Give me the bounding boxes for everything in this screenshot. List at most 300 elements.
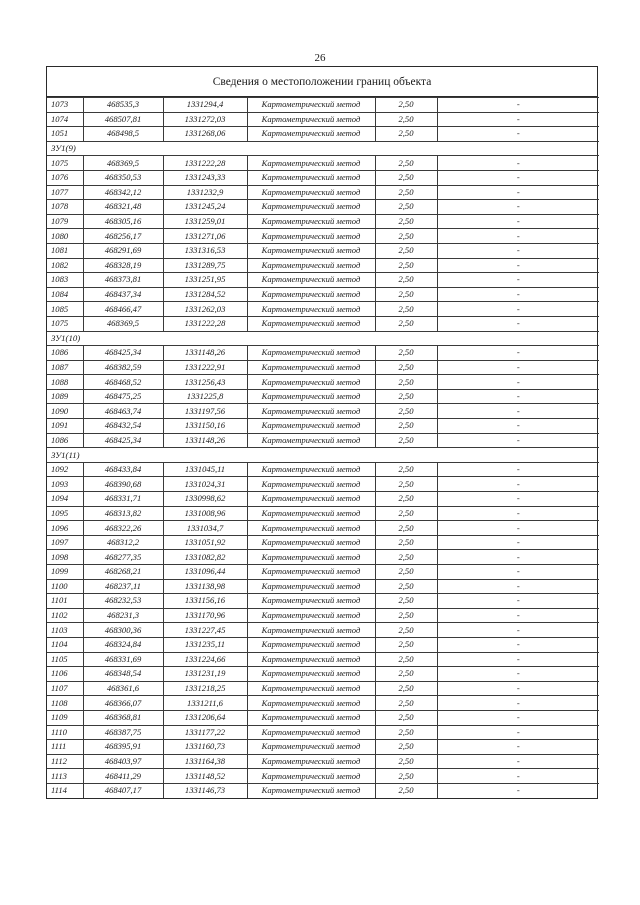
x-coordinate-cell: 468232,53 bbox=[83, 594, 163, 609]
point-number-cell: 1103 bbox=[47, 623, 83, 638]
point-number-cell: 1075 bbox=[47, 156, 83, 171]
point-number-cell: 1092 bbox=[47, 462, 83, 477]
point-number-cell: 1111 bbox=[47, 740, 83, 755]
method-cell: Картометрический метод bbox=[247, 492, 375, 507]
accuracy-cell: 2,50 bbox=[375, 287, 437, 302]
table-row bbox=[47, 200, 599, 215]
point-number-cell: 1076 bbox=[47, 170, 83, 185]
y-coordinate-cell: 1331211,6 bbox=[163, 696, 247, 711]
description-cell: - bbox=[437, 550, 599, 565]
method-cell: Картометрический метод bbox=[247, 696, 375, 711]
method-cell: Картометрический метод bbox=[247, 156, 375, 171]
table-row bbox=[47, 243, 599, 258]
description-cell: - bbox=[437, 579, 599, 594]
point-number-cell: 1080 bbox=[47, 229, 83, 244]
point-number-cell: 1077 bbox=[47, 185, 83, 200]
accuracy-cell: 2,50 bbox=[375, 433, 437, 448]
method-cell: Картометрический метод bbox=[247, 594, 375, 609]
description-cell: - bbox=[437, 156, 599, 171]
method-cell: Картометрический метод bbox=[247, 579, 375, 594]
point-number-cell: 1087 bbox=[47, 360, 83, 375]
method-cell: Картометрический метод bbox=[247, 214, 375, 229]
table-row bbox=[47, 550, 599, 565]
y-coordinate-cell: 1331259,01 bbox=[163, 214, 247, 229]
point-number-cell: 1114 bbox=[47, 783, 83, 797]
description-cell: - bbox=[437, 521, 599, 536]
table-row bbox=[47, 754, 599, 769]
point-number-cell: 1107 bbox=[47, 681, 83, 696]
method-cell: Картометрический метод bbox=[247, 346, 375, 361]
method-cell: Картометрический метод bbox=[247, 302, 375, 317]
method-cell: Картометрический метод bbox=[247, 667, 375, 682]
table-row bbox=[47, 492, 599, 507]
table-title: Сведения о местоположении границ объекта bbox=[47, 67, 597, 97]
x-coordinate-cell: 468231,3 bbox=[83, 608, 163, 623]
x-coordinate-cell: 468328,19 bbox=[83, 258, 163, 273]
method-cell: Картометрический метод bbox=[247, 273, 375, 288]
coordinates-table bbox=[47, 97, 599, 798]
coordinates-table-body bbox=[47, 98, 599, 798]
point-number-cell: 1089 bbox=[47, 389, 83, 404]
y-coordinate-cell: 1331148,52 bbox=[163, 769, 247, 784]
y-coordinate-cell: 1331222,91 bbox=[163, 360, 247, 375]
section-header-row bbox=[47, 448, 599, 463]
point-number-cell: 1088 bbox=[47, 375, 83, 390]
x-coordinate-cell: 468437,34 bbox=[83, 287, 163, 302]
table-row bbox=[47, 623, 599, 638]
method-cell: Картометрический метод bbox=[247, 287, 375, 302]
x-coordinate-cell: 468305,16 bbox=[83, 214, 163, 229]
point-number-cell: 1108 bbox=[47, 696, 83, 711]
x-coordinate-cell: 468366,07 bbox=[83, 696, 163, 711]
y-coordinate-cell: 1331170,96 bbox=[163, 608, 247, 623]
description-cell: - bbox=[437, 725, 599, 740]
y-coordinate-cell: 1331294,4 bbox=[163, 98, 247, 113]
method-cell: Картометрический метод bbox=[247, 506, 375, 521]
accuracy-cell: 2,50 bbox=[375, 710, 437, 725]
y-coordinate-cell: 1331256,43 bbox=[163, 375, 247, 390]
accuracy-cell: 2,50 bbox=[375, 565, 437, 580]
method-cell: Картометрический метод bbox=[247, 229, 375, 244]
accuracy-cell: 2,50 bbox=[375, 316, 437, 331]
accuracy-cell: 2,50 bbox=[375, 375, 437, 390]
y-coordinate-cell: 1331284,52 bbox=[163, 287, 247, 302]
description-cell: - bbox=[437, 404, 599, 419]
x-coordinate-cell: 468291,69 bbox=[83, 243, 163, 258]
method-cell: Картометрический метод bbox=[247, 389, 375, 404]
x-coordinate-cell: 468498,5 bbox=[83, 127, 163, 142]
point-number-cell: 1100 bbox=[47, 579, 83, 594]
accuracy-cell: 2,50 bbox=[375, 769, 437, 784]
x-coordinate-cell: 468535,3 bbox=[83, 98, 163, 113]
description-cell: - bbox=[437, 185, 599, 200]
description-cell: - bbox=[437, 637, 599, 652]
y-coordinate-cell: 1331146,73 bbox=[163, 783, 247, 797]
description-cell: - bbox=[437, 696, 599, 711]
accuracy-cell: 2,50 bbox=[375, 404, 437, 419]
table-row bbox=[47, 521, 599, 536]
point-number-cell: 1109 bbox=[47, 710, 83, 725]
y-coordinate-cell: 1331245,24 bbox=[163, 200, 247, 215]
point-number-cell: 1097 bbox=[47, 535, 83, 550]
y-coordinate-cell: 1331231,19 bbox=[163, 667, 247, 682]
description-cell: - bbox=[437, 375, 599, 390]
accuracy-cell: 2,50 bbox=[375, 594, 437, 609]
x-coordinate-cell: 468256,17 bbox=[83, 229, 163, 244]
description-cell: - bbox=[437, 506, 599, 521]
y-coordinate-cell: 1331206,64 bbox=[163, 710, 247, 725]
table-row bbox=[47, 565, 599, 580]
method-cell: Картометрический метод bbox=[247, 477, 375, 492]
method-cell: Картометрический метод bbox=[247, 462, 375, 477]
description-cell: - bbox=[437, 652, 599, 667]
y-coordinate-cell: 1331045,11 bbox=[163, 462, 247, 477]
x-coordinate-cell: 468382,59 bbox=[83, 360, 163, 375]
y-coordinate-cell: 1331051,92 bbox=[163, 535, 247, 550]
accuracy-cell: 2,50 bbox=[375, 740, 437, 755]
y-coordinate-cell: 1331160,73 bbox=[163, 740, 247, 755]
x-coordinate-cell: 468468,52 bbox=[83, 375, 163, 390]
y-coordinate-cell: 1331232,9 bbox=[163, 185, 247, 200]
method-cell: Картометрический метод bbox=[247, 521, 375, 536]
method-cell: Картометрический метод bbox=[247, 652, 375, 667]
method-cell: Картометрический метод bbox=[247, 360, 375, 375]
x-coordinate-cell: 468373,81 bbox=[83, 273, 163, 288]
y-coordinate-cell: 1331262,03 bbox=[163, 302, 247, 317]
point-number-cell: 1096 bbox=[47, 521, 83, 536]
description-cell: - bbox=[437, 273, 599, 288]
point-number-cell: 1102 bbox=[47, 608, 83, 623]
x-coordinate-cell: 468350,53 bbox=[83, 170, 163, 185]
accuracy-cell: 2,50 bbox=[375, 156, 437, 171]
x-coordinate-cell: 468313,82 bbox=[83, 506, 163, 521]
description-cell: - bbox=[437, 754, 599, 769]
section-label: ЗУ1(10) bbox=[47, 331, 599, 346]
x-coordinate-cell: 468300,36 bbox=[83, 623, 163, 638]
table-row bbox=[47, 740, 599, 755]
y-coordinate-cell: 1331227,45 bbox=[163, 623, 247, 638]
point-number-cell: 1079 bbox=[47, 214, 83, 229]
x-coordinate-cell: 468475,25 bbox=[83, 389, 163, 404]
point-number-cell: 1098 bbox=[47, 550, 83, 565]
y-coordinate-cell: 1331225,8 bbox=[163, 389, 247, 404]
table-row bbox=[47, 156, 599, 171]
method-cell: Картометрический метод bbox=[247, 535, 375, 550]
table-row bbox=[47, 535, 599, 550]
method-cell: Картометрический метод bbox=[247, 112, 375, 127]
method-cell: Картометрический метод bbox=[247, 710, 375, 725]
y-coordinate-cell: 1331268,06 bbox=[163, 127, 247, 142]
description-cell: - bbox=[437, 112, 599, 127]
method-cell: Картометрический метод bbox=[247, 258, 375, 273]
y-coordinate-cell: 1330998,62 bbox=[163, 492, 247, 507]
accuracy-cell: 2,50 bbox=[375, 521, 437, 536]
method-cell: Картометрический метод bbox=[247, 550, 375, 565]
description-cell: - bbox=[437, 535, 599, 550]
method-cell: Картометрический метод bbox=[247, 681, 375, 696]
accuracy-cell: 2,50 bbox=[375, 170, 437, 185]
method-cell: Картометрический метод bbox=[247, 769, 375, 784]
method-cell: Картометрический метод bbox=[247, 565, 375, 580]
point-number-cell: 1086 bbox=[47, 346, 83, 361]
table-row bbox=[47, 506, 599, 521]
table-row bbox=[47, 433, 599, 448]
x-coordinate-cell: 468387,75 bbox=[83, 725, 163, 740]
y-coordinate-cell: 1331150,16 bbox=[163, 419, 247, 434]
y-coordinate-cell: 1331177,22 bbox=[163, 725, 247, 740]
description-cell: - bbox=[437, 229, 599, 244]
accuracy-cell: 2,50 bbox=[375, 229, 437, 244]
point-number-cell: 1093 bbox=[47, 477, 83, 492]
x-coordinate-cell: 468321,48 bbox=[83, 200, 163, 215]
y-coordinate-cell: 1331222,28 bbox=[163, 156, 247, 171]
accuracy-cell: 2,50 bbox=[375, 200, 437, 215]
section-label: ЗУ1(9) bbox=[47, 141, 599, 156]
point-number-cell: 1082 bbox=[47, 258, 83, 273]
accuracy-cell: 2,50 bbox=[375, 389, 437, 404]
y-coordinate-cell: 1331224,66 bbox=[163, 652, 247, 667]
accuracy-cell: 2,50 bbox=[375, 506, 437, 521]
description-cell: - bbox=[437, 740, 599, 755]
point-number-cell: 1051 bbox=[47, 127, 83, 142]
y-coordinate-cell: 1331164,38 bbox=[163, 754, 247, 769]
point-number-cell: 1104 bbox=[47, 637, 83, 652]
description-cell: - bbox=[437, 492, 599, 507]
description-cell: - bbox=[437, 389, 599, 404]
accuracy-cell: 2,50 bbox=[375, 550, 437, 565]
y-coordinate-cell: 1331272,03 bbox=[163, 112, 247, 127]
accuracy-cell: 2,50 bbox=[375, 302, 437, 317]
method-cell: Картометрический метод bbox=[247, 637, 375, 652]
x-coordinate-cell: 468268,21 bbox=[83, 565, 163, 580]
point-number-cell: 1094 bbox=[47, 492, 83, 507]
x-coordinate-cell: 468425,34 bbox=[83, 346, 163, 361]
method-cell: Картометрический метод bbox=[247, 375, 375, 390]
table-row bbox=[47, 710, 599, 725]
section-label: ЗУ1(11) bbox=[47, 448, 599, 463]
point-number-cell: 1073 bbox=[47, 98, 83, 113]
point-number-cell: 1074 bbox=[47, 112, 83, 127]
accuracy-cell: 2,50 bbox=[375, 258, 437, 273]
point-number-cell: 1099 bbox=[47, 565, 83, 580]
point-number-cell: 1078 bbox=[47, 200, 83, 215]
description-cell: - bbox=[437, 302, 599, 317]
point-number-cell: 1112 bbox=[47, 754, 83, 769]
point-number-cell: 1081 bbox=[47, 243, 83, 258]
description-cell: - bbox=[437, 258, 599, 273]
method-cell: Картометрический метод bbox=[247, 185, 375, 200]
x-coordinate-cell: 468324,84 bbox=[83, 637, 163, 652]
table-row bbox=[47, 302, 599, 317]
point-number-cell: 1075 bbox=[47, 316, 83, 331]
description-cell: - bbox=[437, 287, 599, 302]
table-row bbox=[47, 594, 599, 609]
x-coordinate-cell: 468507,81 bbox=[83, 112, 163, 127]
method-cell: Картометрический метод bbox=[247, 725, 375, 740]
accuracy-cell: 2,50 bbox=[375, 273, 437, 288]
x-coordinate-cell: 468369,5 bbox=[83, 316, 163, 331]
table-row bbox=[47, 652, 599, 667]
accuracy-cell: 2,50 bbox=[375, 637, 437, 652]
table-row bbox=[47, 725, 599, 740]
y-coordinate-cell: 1331197,56 bbox=[163, 404, 247, 419]
accuracy-cell: 2,50 bbox=[375, 127, 437, 142]
method-cell: Картометрический метод bbox=[247, 170, 375, 185]
table-row bbox=[47, 112, 599, 127]
accuracy-cell: 2,50 bbox=[375, 535, 437, 550]
accuracy-cell: 2,50 bbox=[375, 681, 437, 696]
y-coordinate-cell: 1331096,44 bbox=[163, 565, 247, 580]
x-coordinate-cell: 468407,17 bbox=[83, 783, 163, 797]
accuracy-cell: 2,50 bbox=[375, 623, 437, 638]
description-cell: - bbox=[437, 667, 599, 682]
point-number-cell: 1090 bbox=[47, 404, 83, 419]
y-coordinate-cell: 1331271,06 bbox=[163, 229, 247, 244]
accuracy-cell: 2,50 bbox=[375, 754, 437, 769]
x-coordinate-cell: 468237,11 bbox=[83, 579, 163, 594]
description-cell: - bbox=[437, 360, 599, 375]
x-coordinate-cell: 468277,35 bbox=[83, 550, 163, 565]
x-coordinate-cell: 468432,54 bbox=[83, 419, 163, 434]
description-cell: - bbox=[437, 346, 599, 361]
point-number-cell: 1106 bbox=[47, 667, 83, 682]
x-coordinate-cell: 468463,74 bbox=[83, 404, 163, 419]
table-row bbox=[47, 579, 599, 594]
method-cell: Картометрический метод bbox=[247, 316, 375, 331]
x-coordinate-cell: 468368,81 bbox=[83, 710, 163, 725]
point-number-cell: 1085 bbox=[47, 302, 83, 317]
description-cell: - bbox=[437, 623, 599, 638]
y-coordinate-cell: 1331148,26 bbox=[163, 433, 247, 448]
table-row bbox=[47, 637, 599, 652]
x-coordinate-cell: 468395,91 bbox=[83, 740, 163, 755]
description-cell: - bbox=[437, 594, 599, 609]
x-coordinate-cell: 468390,68 bbox=[83, 477, 163, 492]
description-cell: - bbox=[437, 98, 599, 113]
table-row bbox=[47, 419, 599, 434]
method-cell: Картометрический метод bbox=[247, 200, 375, 215]
page-number: 26 bbox=[314, 52, 326, 64]
y-coordinate-cell: 1331024,31 bbox=[163, 477, 247, 492]
point-number-cell: 1084 bbox=[47, 287, 83, 302]
y-coordinate-cell: 1331148,26 bbox=[163, 346, 247, 361]
y-coordinate-cell: 1331235,11 bbox=[163, 637, 247, 652]
table-row bbox=[47, 127, 599, 142]
section-header-row bbox=[47, 331, 599, 346]
point-number-cell: 1091 bbox=[47, 419, 83, 434]
table-row bbox=[47, 389, 599, 404]
x-coordinate-cell: 468361,6 bbox=[83, 681, 163, 696]
method-cell: Картометрический метод bbox=[247, 754, 375, 769]
x-coordinate-cell: 468331,71 bbox=[83, 492, 163, 507]
table-row bbox=[47, 360, 599, 375]
accuracy-cell: 2,50 bbox=[375, 608, 437, 623]
accuracy-cell: 2,50 bbox=[375, 652, 437, 667]
description-cell: - bbox=[437, 477, 599, 492]
table-row bbox=[47, 681, 599, 696]
table-row bbox=[47, 273, 599, 288]
accuracy-cell: 2,50 bbox=[375, 419, 437, 434]
x-coordinate-cell: 468403,97 bbox=[83, 754, 163, 769]
description-cell: - bbox=[437, 316, 599, 331]
description-cell: - bbox=[437, 565, 599, 580]
table-row bbox=[47, 783, 599, 797]
accuracy-cell: 2,50 bbox=[375, 243, 437, 258]
table-row bbox=[47, 769, 599, 784]
table-row bbox=[47, 404, 599, 419]
accuracy-cell: 2,50 bbox=[375, 696, 437, 711]
accuracy-cell: 2,50 bbox=[375, 783, 437, 797]
method-cell: Картометрический метод bbox=[247, 243, 375, 258]
x-coordinate-cell: 468331,69 bbox=[83, 652, 163, 667]
table-row bbox=[47, 375, 599, 390]
point-number-cell: 1113 bbox=[47, 769, 83, 784]
section-header-row bbox=[47, 141, 599, 156]
description-cell: - bbox=[437, 433, 599, 448]
table-row bbox=[47, 287, 599, 302]
accuracy-cell: 2,50 bbox=[375, 112, 437, 127]
description-cell: - bbox=[437, 170, 599, 185]
method-cell: Картометрический метод bbox=[247, 740, 375, 755]
table-row bbox=[47, 98, 599, 113]
y-coordinate-cell: 1331218,25 bbox=[163, 681, 247, 696]
x-coordinate-cell: 468433,84 bbox=[83, 462, 163, 477]
description-cell: - bbox=[437, 769, 599, 784]
point-number-cell: 1083 bbox=[47, 273, 83, 288]
point-number-cell: 1101 bbox=[47, 594, 83, 609]
description-cell: - bbox=[437, 243, 599, 258]
table-row bbox=[47, 316, 599, 331]
description-cell: - bbox=[437, 783, 599, 797]
y-coordinate-cell: 1331289,75 bbox=[163, 258, 247, 273]
table-row bbox=[47, 667, 599, 682]
x-coordinate-cell: 468466,47 bbox=[83, 302, 163, 317]
y-coordinate-cell: 1331138,98 bbox=[163, 579, 247, 594]
table-row bbox=[47, 462, 599, 477]
method-cell: Картометрический метод bbox=[247, 98, 375, 113]
x-coordinate-cell: 468425,34 bbox=[83, 433, 163, 448]
description-cell: - bbox=[437, 419, 599, 434]
accuracy-cell: 2,50 bbox=[375, 667, 437, 682]
description-cell: - bbox=[437, 462, 599, 477]
x-coordinate-cell: 468348,54 bbox=[83, 667, 163, 682]
y-coordinate-cell: 1331008,96 bbox=[163, 506, 247, 521]
method-cell: Картометрический метод bbox=[247, 419, 375, 434]
table-row bbox=[47, 346, 599, 361]
accuracy-cell: 2,50 bbox=[375, 214, 437, 229]
description-cell: - bbox=[437, 608, 599, 623]
method-cell: Картометрический метод bbox=[247, 404, 375, 419]
x-coordinate-cell: 468369,5 bbox=[83, 156, 163, 171]
table-row bbox=[47, 696, 599, 711]
point-number-cell: 1095 bbox=[47, 506, 83, 521]
method-cell: Картометрический метод bbox=[247, 783, 375, 797]
x-coordinate-cell: 468342,12 bbox=[83, 185, 163, 200]
accuracy-cell: 2,50 bbox=[375, 725, 437, 740]
y-coordinate-cell: 1331222,28 bbox=[163, 316, 247, 331]
boundary-table-sheet bbox=[46, 66, 598, 799]
table-row bbox=[47, 229, 599, 244]
description-cell: - bbox=[437, 214, 599, 229]
method-cell: Картометрический метод bbox=[247, 433, 375, 448]
description-cell: - bbox=[437, 200, 599, 215]
accuracy-cell: 2,50 bbox=[375, 579, 437, 594]
accuracy-cell: 2,50 bbox=[375, 492, 437, 507]
y-coordinate-cell: 1331251,95 bbox=[163, 273, 247, 288]
table-row bbox=[47, 258, 599, 273]
table-row bbox=[47, 477, 599, 492]
x-coordinate-cell: 468322,26 bbox=[83, 521, 163, 536]
